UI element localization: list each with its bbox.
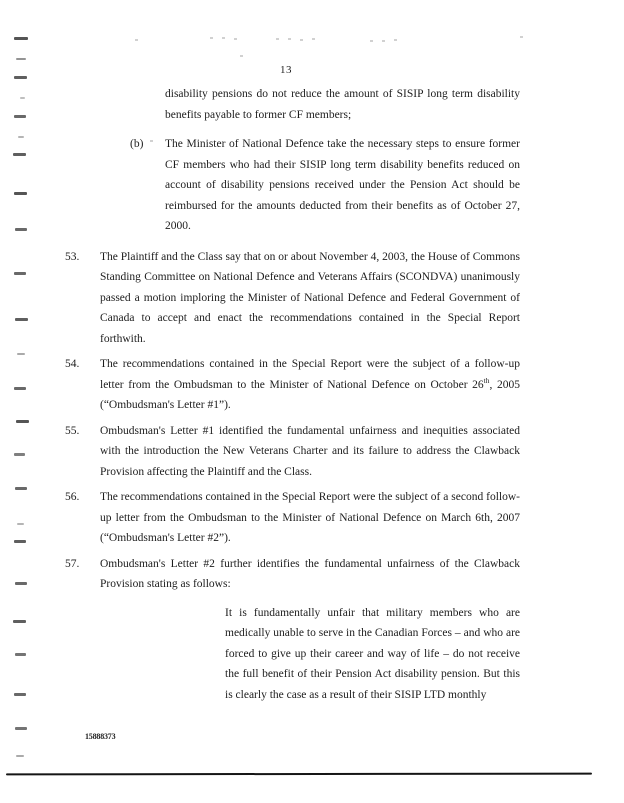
noise-speck: [520, 36, 523, 38]
binding-mark: [14, 76, 27, 79]
noise-speck: [300, 39, 303, 41]
subparagraph-text: disability pensions do not reduce the amount of SISIP long term disability benefits payable to former CF members;: [165, 88, 520, 121]
paragraph-text-before: The recommendations contained in the Special Report were the subject of a follow-up letter from the Ombudsman to the Minister of National Defence on October 26: [100, 358, 520, 391]
binding-mark: [16, 755, 24, 757]
noise-speck: [370, 40, 373, 42]
paragraph-text: The Plaintiff and the Class say that on or about November 4, 2003, the House of Commons Standing Committee on National Defence and Veterans Affairs (SCONDVA) unanimously passed a motion imploring the Minister of National Defence and Federal Government of Canada to accept and enact the recommendations contained in the Special Report forthwith.: [100, 250, 520, 345]
paragraph-text: Ombudsman's Letter #1 identified the fundamental unfairness and inequities associated with the introduction the New Veterans Charter and its failure to address the Clawback Provision affecting the Plaintiff and the Class.: [100, 424, 520, 478]
document-body: [0, 84, 624, 705]
paragraph-text: The recommendations contained in the Special Report were the subject of a second follow-up letter from the Ombudsman to the Minister of National Defence on March 6th, 2007 (“Ombudsman's Letter #2”).: [100, 491, 520, 544]
page-number: 13: [280, 64, 292, 76]
noise-speck: [135, 39, 138, 41]
paragraph-number: 54.: [65, 358, 80, 370]
paragraph-text: [100, 354, 520, 416]
subparagraph-a-continuation: [165, 84, 520, 125]
noise-speck: [210, 37, 213, 39]
paragraph-number: 55.: [65, 424, 80, 437]
paragraph-53: [65, 247, 520, 350]
block-quotation: It is fundamentally unfair that military members who are medically unable to serve in the Canadian Forces – and who are forced to give up their career and way of life – do not receive the full benefit of their Pension Act disability pension. But this is clearly the case as a result of their SISIP LTD monthly: [225, 606, 520, 701]
paragraph-number: 53.: [65, 250, 80, 263]
paragraph-text: Ombudsman's Letter #2 further identifies the fundamental unfairness of the Clawback Provision stating as follows:: [100, 557, 520, 590]
noise-speck: [222, 37, 225, 39]
noise-speck: [312, 38, 315, 40]
noise-speck: [382, 40, 385, 42]
paragraph-56: [65, 487, 520, 549]
footer-document-id: 15888373: [85, 732, 116, 741]
binding-mark: [15, 727, 27, 730]
paragraph-text-after: , 2005 (“Ombudsman's Letter #1”).: [100, 378, 520, 411]
paragraph-55: [65, 421, 520, 483]
noise-speck: [394, 39, 397, 41]
paragraph-57: [65, 554, 520, 595]
paragraph-number: 56.: [65, 491, 80, 503]
subparagraph-label: (b): [130, 138, 144, 150]
scan-edge-line: [6, 773, 592, 776]
subparagraph-b: [130, 134, 520, 237]
binding-mark: [14, 37, 28, 40]
paragraph-number: 57.: [65, 557, 80, 570]
noise-speck: [234, 38, 237, 40]
noise-speck: [240, 55, 243, 57]
noise-speck: [276, 38, 279, 40]
paragraph-54: [65, 354, 520, 416]
subparagraph-text: The Minister of National Defence take the necessary steps to ensure former CF members who had their SISIP long term disability benefits reduced on account of disability pensions received under the Pension Act should be reimbursed for the amounts deducted from their benefits as of October 27, 2000.: [165, 138, 520, 232]
date-ordinal-superscript: th: [483, 375, 490, 385]
noise-speck: [288, 38, 291, 40]
binding-mark: [16, 58, 26, 60]
